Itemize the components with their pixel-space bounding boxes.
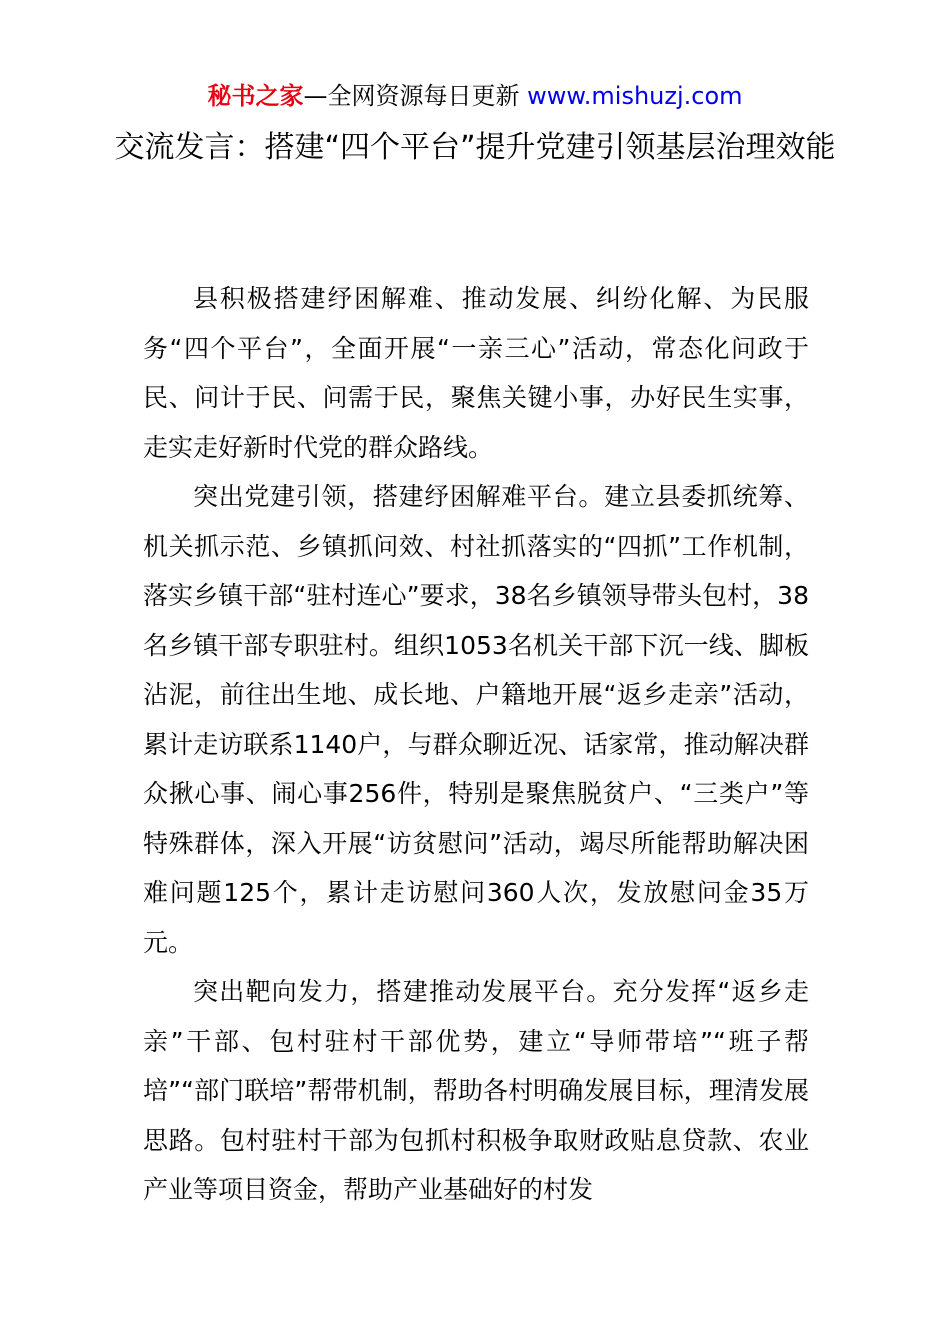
document-title: 交流发言：搭建“四个平台”提升党建引领基层治理效能	[114, 130, 836, 165]
banner-tagline: —全网资源每日更新	[303, 82, 520, 110]
paragraph-development-platform: 突出靶向发力，搭建推动发展平台。充分发挥“返乡走亲”干部、包村驻村干部优势，建立“导师带培”“班子帮培”“部门联培”帮带机制，帮助各村明确发展目标，理清发展思路。包村驻村干部为包抓村积极争取财政贴息贷款、农业产业等项目资金，帮助产业基础好的村发	[143, 977, 809, 1204]
paragraph-relief-platform: 突出党建引领，搭建纾困解难平台。建立县委抓统筹、机关抓示范、乡镇抓问效、村社抓落实的“四抓”工作机制，落实乡镇干部“驻村连心”要求，38名乡镇领导带头包村，38名乡镇干部专职驻村。组织1053名机关干部下沉一线、脚板沾泥，前往出生地、成长地、户籍地开展“返乡走亲”活动，累计走访联系1140户，与群众聊近况、话家常，推动解决群众揪心事、闹心事256件，特别是聚焦脱贫户、“三类户”等特殊群体，深入开展“访贫慰问”活动，竭尽所能帮助解决困难问题125个，累计走访慰问360人次，发放慰问金35万元。	[143, 482, 809, 957]
brand-name: 秘书之家	[207, 82, 304, 110]
document-body	[143, 274, 809, 1215]
site-url-link[interactable]: www.mishuzj.com	[527, 82, 743, 110]
site-banner	[0, 80, 950, 112]
paragraph-intro: 县积极搭建纾困解难、推动发展、纠纷化解、为民服务“四个平台”，全面开展“一亲三心”活动，常态化问政于民、问计于民、问需于民，聚焦关键小事，办好民生实事，走实走好新时代党的群众路线。	[143, 284, 809, 462]
